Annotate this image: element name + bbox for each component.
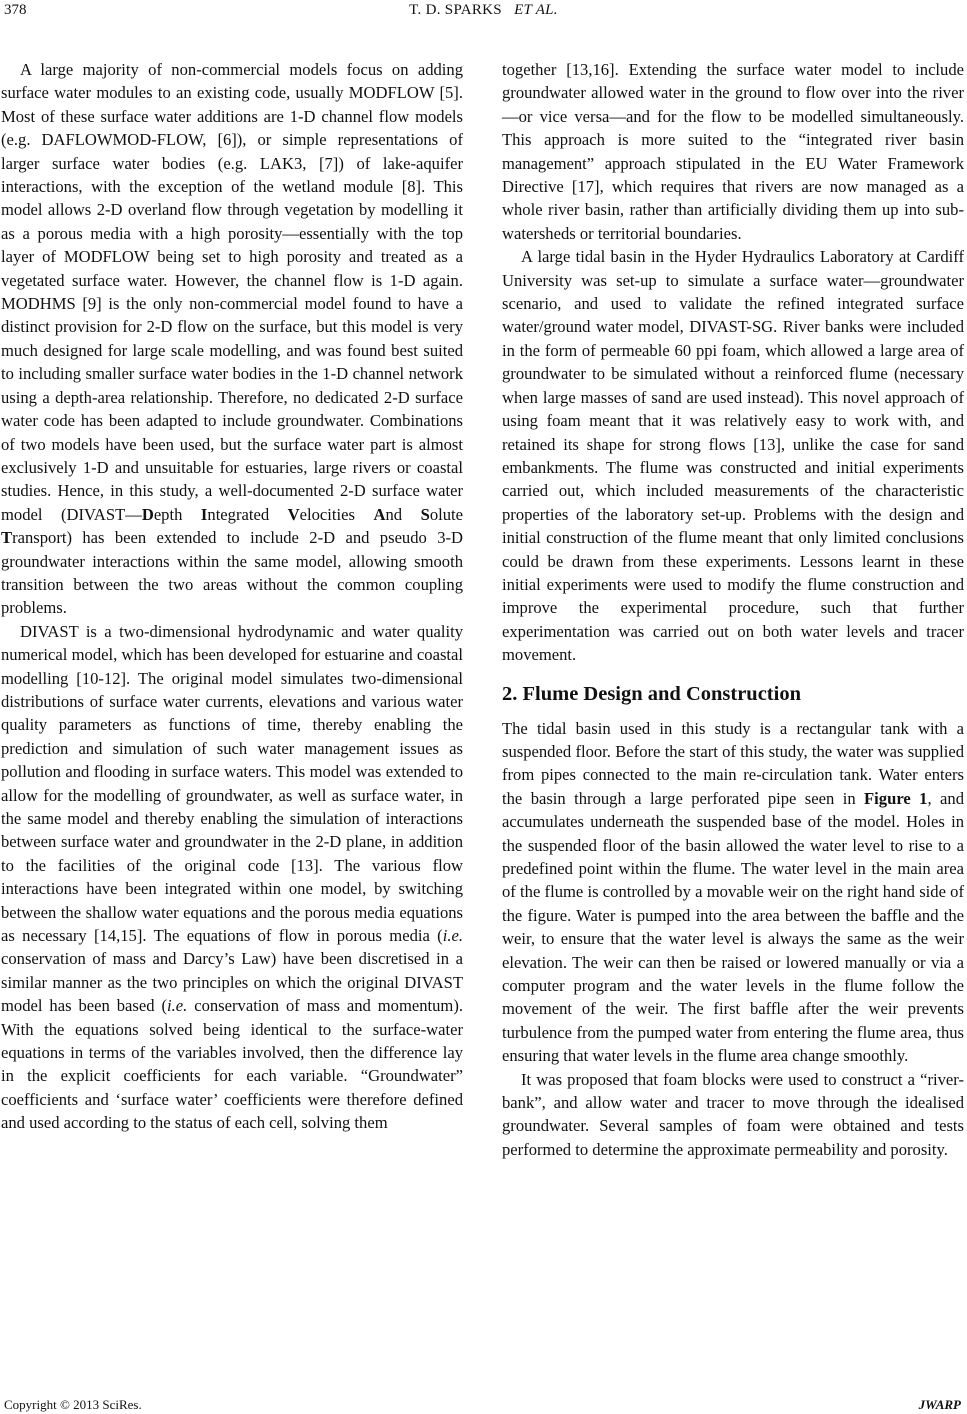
text-span: DIVAST is a two-dimensional hydrodynamic and water quality numerical model, which has been developed for estuarine and coastal modelling [10-12]. The original model simulates two-dimensional distributions of surface water currents, elevations and various water quality parameters as functions of time, thereby enabling the prediction and simulation of such water management issues as pollution and flooding in surface waters. This model was extended to allow for the modelling of groundwater, as well as surface water, in the same model and thereby enabling the simulation of interactions between surface water and groundwater in the 2-D plane, in addition to the facilities of the original code [13]. The various flow interactions have been integrated within one model, by switching between the shallow water equations and the porous media equations as necessary [14,15]. The equations of flow in porous media (	[1, 621, 463, 946]
text-span: conservation of mass and Darcy’s Law) have been discretised in a similar manner as the two principles on which the original DIVAST model has been based (	[1, 949, 463, 1016]
text-span: nd	[385, 504, 421, 524]
paragraph-foam: It was proposed that foam blocks were used to construct a “river-bank”, and allow water and tracer to move through the idealised groundwater. Several samples of foam were obtained and tests performed to determine the approximate permeability and porosity.	[502, 1069, 964, 1159]
text-span: olute	[429, 504, 463, 524]
left-column	[1, 58, 463, 1135]
paragraph-continuation: together [13,16]. Extending the surface water model to include groundwater allowed water in the ground to flow over into the river—or vice versa—and for the flow to be modelled simultaneously. This approach is more suited to the “integrated river basin management” approach stipulated in the EU Water Framework Directive [17], which requires that rivers are now managed as a whole river basin, rather than artificially dividing them up into sub-watersheds or territorial boundaries.	[502, 60, 964, 243]
paragraph-divast	[1, 620, 463, 1135]
running-head-authors: T. D. SPARKS	[409, 2, 502, 18]
text-span: The tidal basin used in this study is a rectangular tank with a suspended floor. Before the start of this study, the water was supplied from pipes connected to the main re-circulation tank. Water enters the basin through a large perforated pipe seen in	[502, 718, 964, 808]
page-header	[0, 2, 967, 24]
text-span: A large majority of non-commercial models focus on adding surface water modules to an existing code, usually MODFLOW [5]. Most of these surface water additions are 1-D channel flow models (e.g. DAFLOWMOD-FLOW, [6]), or simple representations of larger surface water bodies (e.g. LAK3, [7]) of lake-aquifer interactions, with the exception of the wetland module [8]. This model allows 2-D overland flow through vegetation by modelling it as a porous media with a high porosity—essentially with the top layer of MODFLOW being set to high porosity and treated as a vegetated surface water. However, the channel flow is 1-D again. MODHMS [9] is the only non-commercial model found to have a distinct provision for 2-D flow on the surface, but this model is very much designed for large scale modelling, and was found best suited to including smaller surface water bodies in the 1-D channel network using a depth-area relationship. Therefore, no dedicated 2-D surface water code has been adapted to include groundwater. Combinations of two models have been used, but the surface water part is almost exclusively 1-D and unsuitable for estuaries, large rivers or coastal studies. Hence, in this study, a well-documented 2-D surface water model (DIVAST—	[1, 60, 463, 524]
figure-reference: Figure 1	[864, 788, 928, 808]
page-number: 378	[4, 2, 27, 18]
acronym-letter: I	[200, 504, 208, 524]
journal-name: JWARP	[918, 1397, 961, 1412]
copyright-notice: Copyright © 2013 SciRes.	[4, 1397, 142, 1412]
italic-ie: i.e.	[442, 926, 463, 946]
text-span: elocities	[299, 504, 374, 524]
text-span: ransport) has been extended to include 2-D and pseudo 3-D groundwater interactions within the same model, allowing smooth transition between the two areas without the common coupling problems.	[1, 528, 463, 618]
paragraph-flume	[502, 717, 964, 1068]
acronym-letter: S	[420, 504, 430, 524]
italic-ie: i.e.	[167, 996, 188, 1016]
acronym-letter: V	[287, 504, 300, 524]
paragraph-tidal-basin: A large tidal basin in the Hyder Hydraulics Laboratory at Cardiff University was set-up to simulate a surface water—groundwater scenario, and used to validate the refined integrated surface water/ground water model, DIVAST-SG. River banks were included in the form of permeable 60 ppi foam, which allowed a large area of groundwater to be simulated without a reinforced flume (necessary when large masses of sand are used instead). This novel approach of using foam meant that it was relatively easy to work with, and retained its shape for strong flows [13], unlike the case for sand embankments. The flume was constructed and initial experiments carried out, which included measurements of the characteristic properties of the laboratory set-up. Problems with the design and initial construction of the flume meant that only limited conclusions could be drawn from these experiments. Lessons learnt in these initial experiments were used to modify the flume construction and improve the experimental procedure, such that further experimentation was carried out on both water levels and tracer movement.	[502, 247, 964, 665]
acronym-letter: A	[373, 504, 386, 524]
text-span: , and accumulates underneath the suspended base of the model. Holes in the suspended floor of the basin allowed the water level to rise to a predefined point within the flume. The water level in the main area of the flume is controlled by a movable weir on the right hand side of the figure. Water is pumped into the area between the baffle and the weir, to ensure that the water level is always the same as the weir elevation. The weir can then be raised or lowered manually or via a computer program and the water levels in the flume follow the movement of the weir. The first baffle after the weir prevents turbulence from the pumped water from entering the flume area, thus ensuring that water levels in the flume area change smoothly.	[502, 788, 964, 1066]
text-span: ntegrated	[207, 504, 288, 524]
text-span: conservation of mass and momentum). With the equations solved being identical to the surface-water equations in terms of the variables involved, then the difference lay in the explicit coefficients for each variable. “Groundwater” coefficients and ‘surface water’ coefficients were therefore defined and used according to the status of each cell, solving them	[1, 996, 463, 1133]
running-head-et-al: ET AL.	[514, 2, 558, 18]
paragraph-nonc-models	[1, 58, 463, 620]
acronym-letter: T	[1, 528, 13, 548]
acronym-letter: D	[141, 504, 154, 524]
right-column	[502, 58, 964, 1161]
running-head	[0, 2, 967, 19]
section-heading: 2. Flume Design and Construction	[502, 682, 801, 705]
text-span: epth	[153, 504, 201, 524]
